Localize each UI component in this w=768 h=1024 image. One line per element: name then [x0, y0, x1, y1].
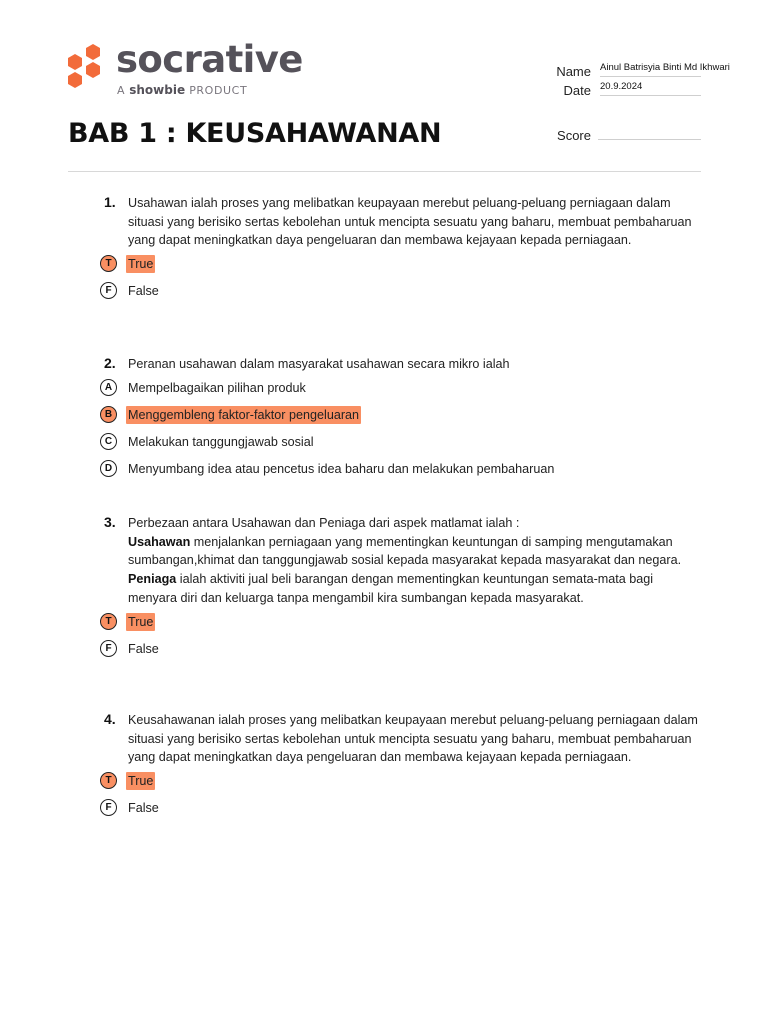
term-peniaga: Peniaga	[128, 572, 177, 587]
option-letter: D	[100, 460, 117, 477]
option-letter: F	[100, 640, 117, 657]
date-field[interactable]: 20.9.2024	[600, 81, 701, 96]
option-label: False	[128, 641, 159, 656]
option-letter: A	[100, 379, 117, 396]
brand-wordmark: socrative	[116, 38, 303, 81]
option-letter: T	[100, 613, 117, 630]
option-true[interactable]	[100, 613, 700, 640]
option-c[interactable]	[100, 433, 700, 460]
name-label: Name	[556, 64, 591, 79]
option-label: False	[128, 284, 159, 299]
socrative-logo	[66, 38, 306, 102]
question-4	[100, 711, 700, 826]
option-label: Menyumbang idea atau pencetus idea baharu dan melakukan pembaharuan	[128, 461, 555, 476]
question-text: Usahawan ialah proses yang melibatkan keupayaan merebut peluang-peluang perniagaan dalam situasi yang berisiko sertas kebolehan untuk mencipta sesuatu yang baharu, membuat pembaharuan yang dapat meningkatkan daya pengeluaran dan membawa kejayaan kepada perniagaan.	[128, 196, 692, 248]
option-label: Melakukan tanggungjawab sosial	[128, 434, 314, 449]
question-text	[128, 514, 700, 608]
definition-peniaga	[128, 570, 700, 607]
option-label: Mempelbagaikan pilihan produk	[128, 380, 306, 395]
option-false[interactable]	[100, 640, 700, 667]
question-1	[100, 194, 700, 309]
option-label: True	[128, 257, 154, 272]
question-number: 4.	[104, 711, 116, 727]
question-3	[100, 514, 700, 667]
option-true[interactable]	[100, 255, 700, 282]
question-text: Keusahawanan ialah proses yang melibatkan keupayaan merebut peluang-peluang perniagaan dalam situasi yang berisiko sertas kebolehan untuk mencipta sesuatu yang baharu, membuat pembaharuan yang dapat meningkatkan daya pengeluaran dan membawa kejayaan kepada perniagaan.	[128, 713, 698, 765]
option-letter: T	[100, 255, 117, 272]
question-number: 3.	[104, 514, 116, 530]
term-usahawan-text: menjalankan perniagaan yang mementingkan keuntungan di samping mengutamakan sumbangan,khimat dan tanggungjawab sosial kepada masyarakat kepada masyarakat dan negara.	[128, 534, 682, 568]
option-letter: F	[100, 282, 117, 299]
question-text: Peranan usahawan dalam masyarakat usahawan secara mikro ialah	[128, 357, 510, 371]
option-b[interactable]	[100, 406, 700, 433]
question-intro: Perbezaan antara Usahawan dan Peniaga dari aspek matlamat ialah :	[128, 516, 520, 530]
option-false[interactable]	[100, 282, 700, 309]
header-divider	[68, 171, 701, 172]
option-label: True	[128, 614, 154, 629]
term-usahawan: Usahawan	[128, 534, 191, 549]
score-label: Score	[557, 128, 591, 143]
score-field[interactable]	[598, 125, 701, 140]
option-letter: B	[100, 406, 117, 423]
option-label: Menggembleng faktor-faktor pengeluaran	[128, 407, 360, 422]
question-number: 2.	[104, 355, 116, 371]
option-letter: T	[100, 772, 117, 789]
hexagon-cluster-icon	[66, 42, 106, 94]
option-letter: F	[100, 799, 117, 816]
page-title: BAB 1 : KEUSAHAWANAN	[68, 118, 442, 149]
option-label: False	[128, 801, 159, 816]
question-2	[100, 355, 700, 487]
definition-usahawan	[128, 533, 700, 570]
option-letter: C	[100, 433, 117, 450]
option-true[interactable]	[100, 772, 700, 799]
brand-tagline: A showbie PRODUCT	[117, 83, 248, 97]
option-a[interactable]	[100, 379, 700, 406]
option-label: True	[128, 774, 154, 789]
option-d[interactable]	[100, 460, 700, 487]
term-peniaga-text: ialah aktiviti jual beli barangan dengan mementingkan keuntungan semata-mata bagi menyara diri dan keluarga tanpa mengambil kira sumbangan kepada masyarakat.	[128, 572, 654, 605]
name-field[interactable]: Ainul Batrisyia Binti Md Ikhwari	[600, 62, 701, 77]
option-false[interactable]	[100, 799, 700, 826]
question-number: 1.	[104, 194, 116, 210]
date-label: Date	[563, 83, 591, 98]
